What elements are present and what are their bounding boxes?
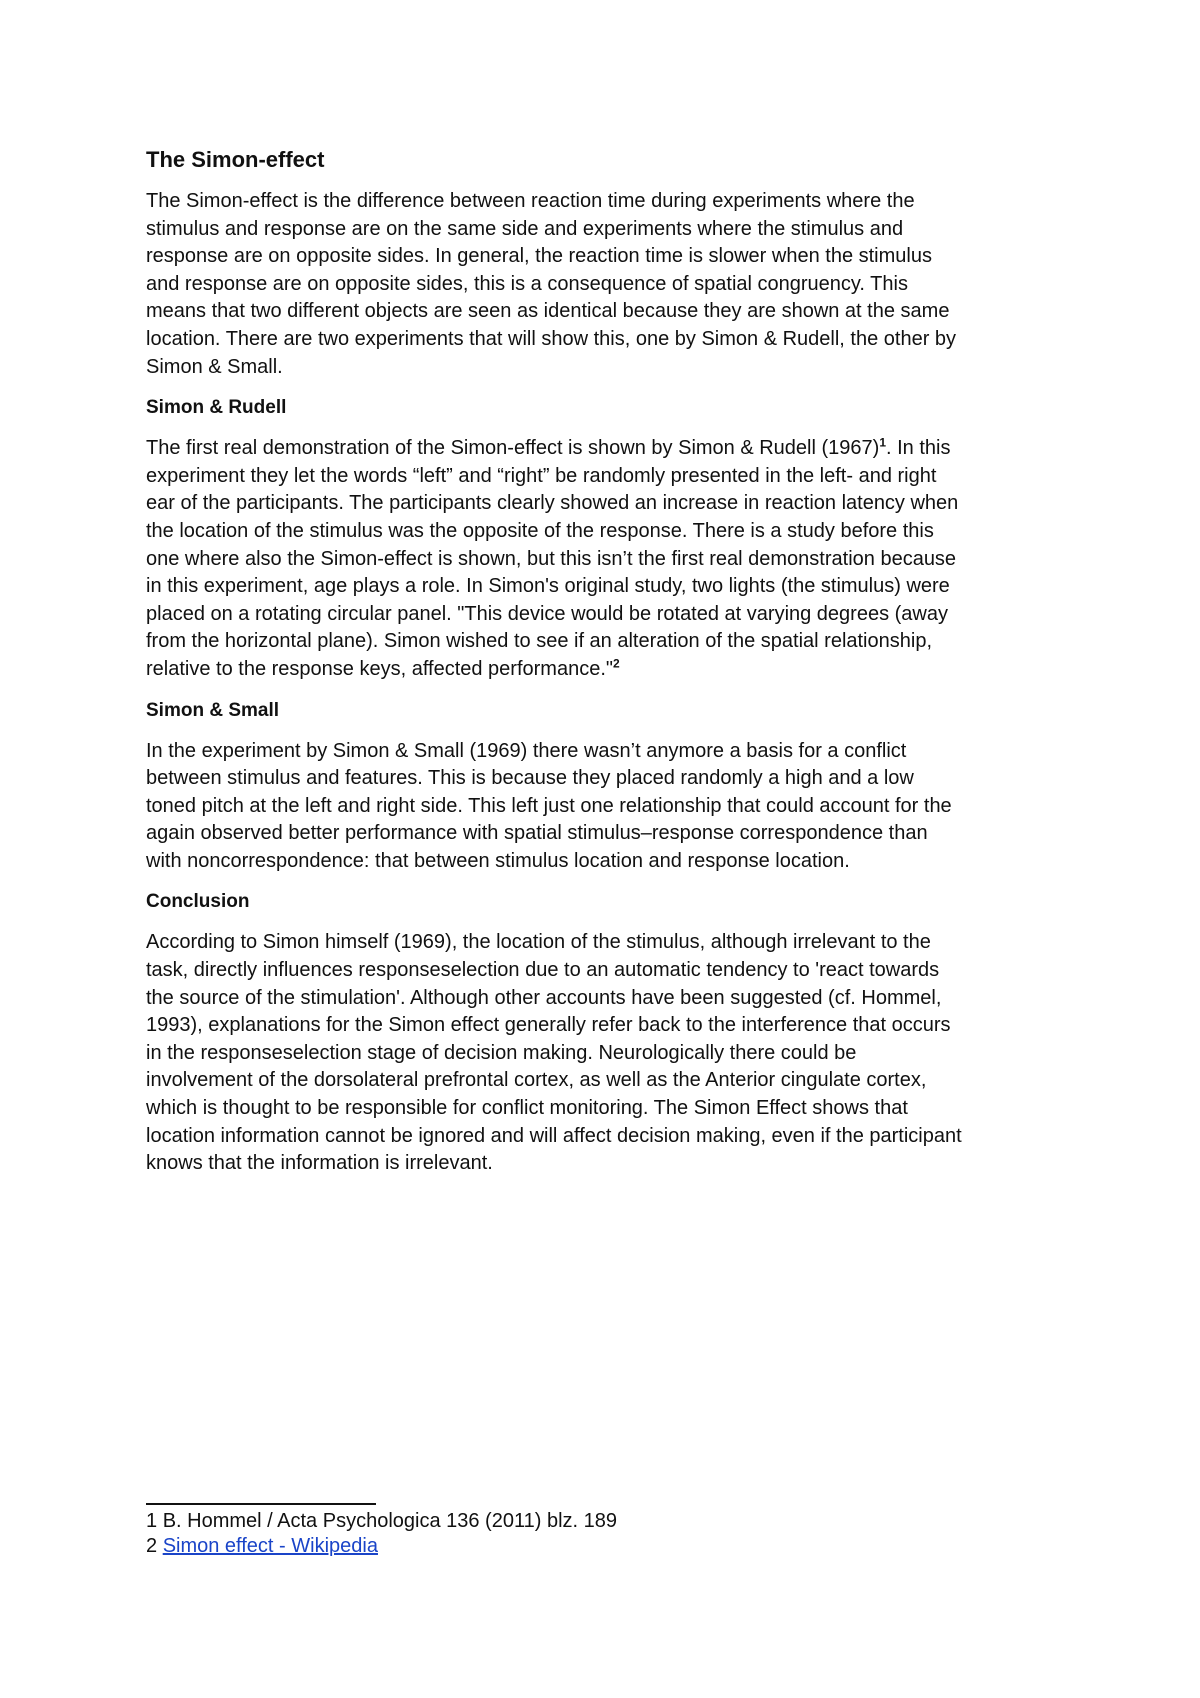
footnotes: [146, 1503, 1066, 1559]
section-heading-conclusion: Conclusion: [146, 891, 250, 913]
intro-paragraph: The Simon-effect is the difference between reaction time during experiments where the stimulus and response are on the same side and experiments where the stimulus and response are on opposite sides. In general, the reaction time is slower when the stimulus and response are on opposite sides, this is a consequence of spatial congruency. This means that two different objects are seen as identical because they are shown at the same location. There are two experiments that will show this, one by Simon & Rudell, the other by Simon & Small.: [146, 190, 957, 378]
section-paragraph-conclusion: According to Simon himself (1969), the location of the stimulus, although irrelevant to the task, directly influences responseselection due to an automatic tendency to 'react towards the source of the stimulation'. Although other accounts have been suggested (cf. Hommel, 1993), explanations for the Simon effect generally refer back to the interference that occurs in the responseselection stage of decision making. Neurologically there could be involvement of the dorsolateral prefrontal cortex, as well as the Anterior cingulate cortex, which is thought to be responsible for conflict monitoring. The Simon Effect shows that location information cannot be ignored and will affect decision making, even if the participant knows that the information is irrelevant.: [146, 931, 962, 1175]
footnote-reference-1: 1: [879, 435, 886, 450]
footnote-1: [146, 1509, 1066, 1534]
paragraph-text: . In this experiment they let the words “left” and “right” be randomly presented in the left- and right ear of the participants. The participants clearly showed an increase in reaction latency when the location of the stimulus was the opposite of the response. There is a study before this one where also the Simon-effect is shown, but this isn’t the first real demonstration because in this experiment, age plays a role. In Simon's original study, two lights (the stimulus) were placed on a rotating circular panel. "This device would be rotated at varying degrees (away from the horizontal plane). Simon wished to see if an alteration of the spatial relationship, relative to the response keys, affected performance.": [146, 437, 959, 680]
footnote-number: 1: [146, 1510, 158, 1532]
footnote-2: [146, 1534, 1066, 1559]
section-paragraph-simon-small: In the experiment by Simon & Small (1969) there wasn’t anymore a basis for a conflict between stimulus and features. This is because they placed randomly a high and a low toned pitch at the left and right side. This left just one relationship that could account for the again observed better performance with spatial stimulus–response correspondence than with noncorrespondence: that between stimulus location and response location.: [146, 739, 952, 872]
footnote-text: B. Hommel / Acta Psychologica 136 (2011) blz. 189: [162, 1510, 617, 1532]
footnote-reference-2: 2: [612, 656, 620, 671]
section-heading-simon-small: Simon & Small: [146, 699, 280, 721]
page-title: The Simon-effect: [146, 147, 325, 172]
paragraph-text: The first real demonstration of the Simon-effect is shown by Simon & Rudell (1967): [146, 437, 880, 460]
wikipedia-link[interactable]: Simon effect - Wikipedia: [162, 1535, 378, 1557]
section-paragraph-simon-rudell: [146, 435, 1066, 683]
section-heading-simon-rudell: Simon & Rudell: [146, 397, 287, 419]
footnote-separator: [146, 1503, 376, 1505]
document-body: [146, 146, 1066, 1178]
footnote-number: 2: [146, 1535, 158, 1557]
